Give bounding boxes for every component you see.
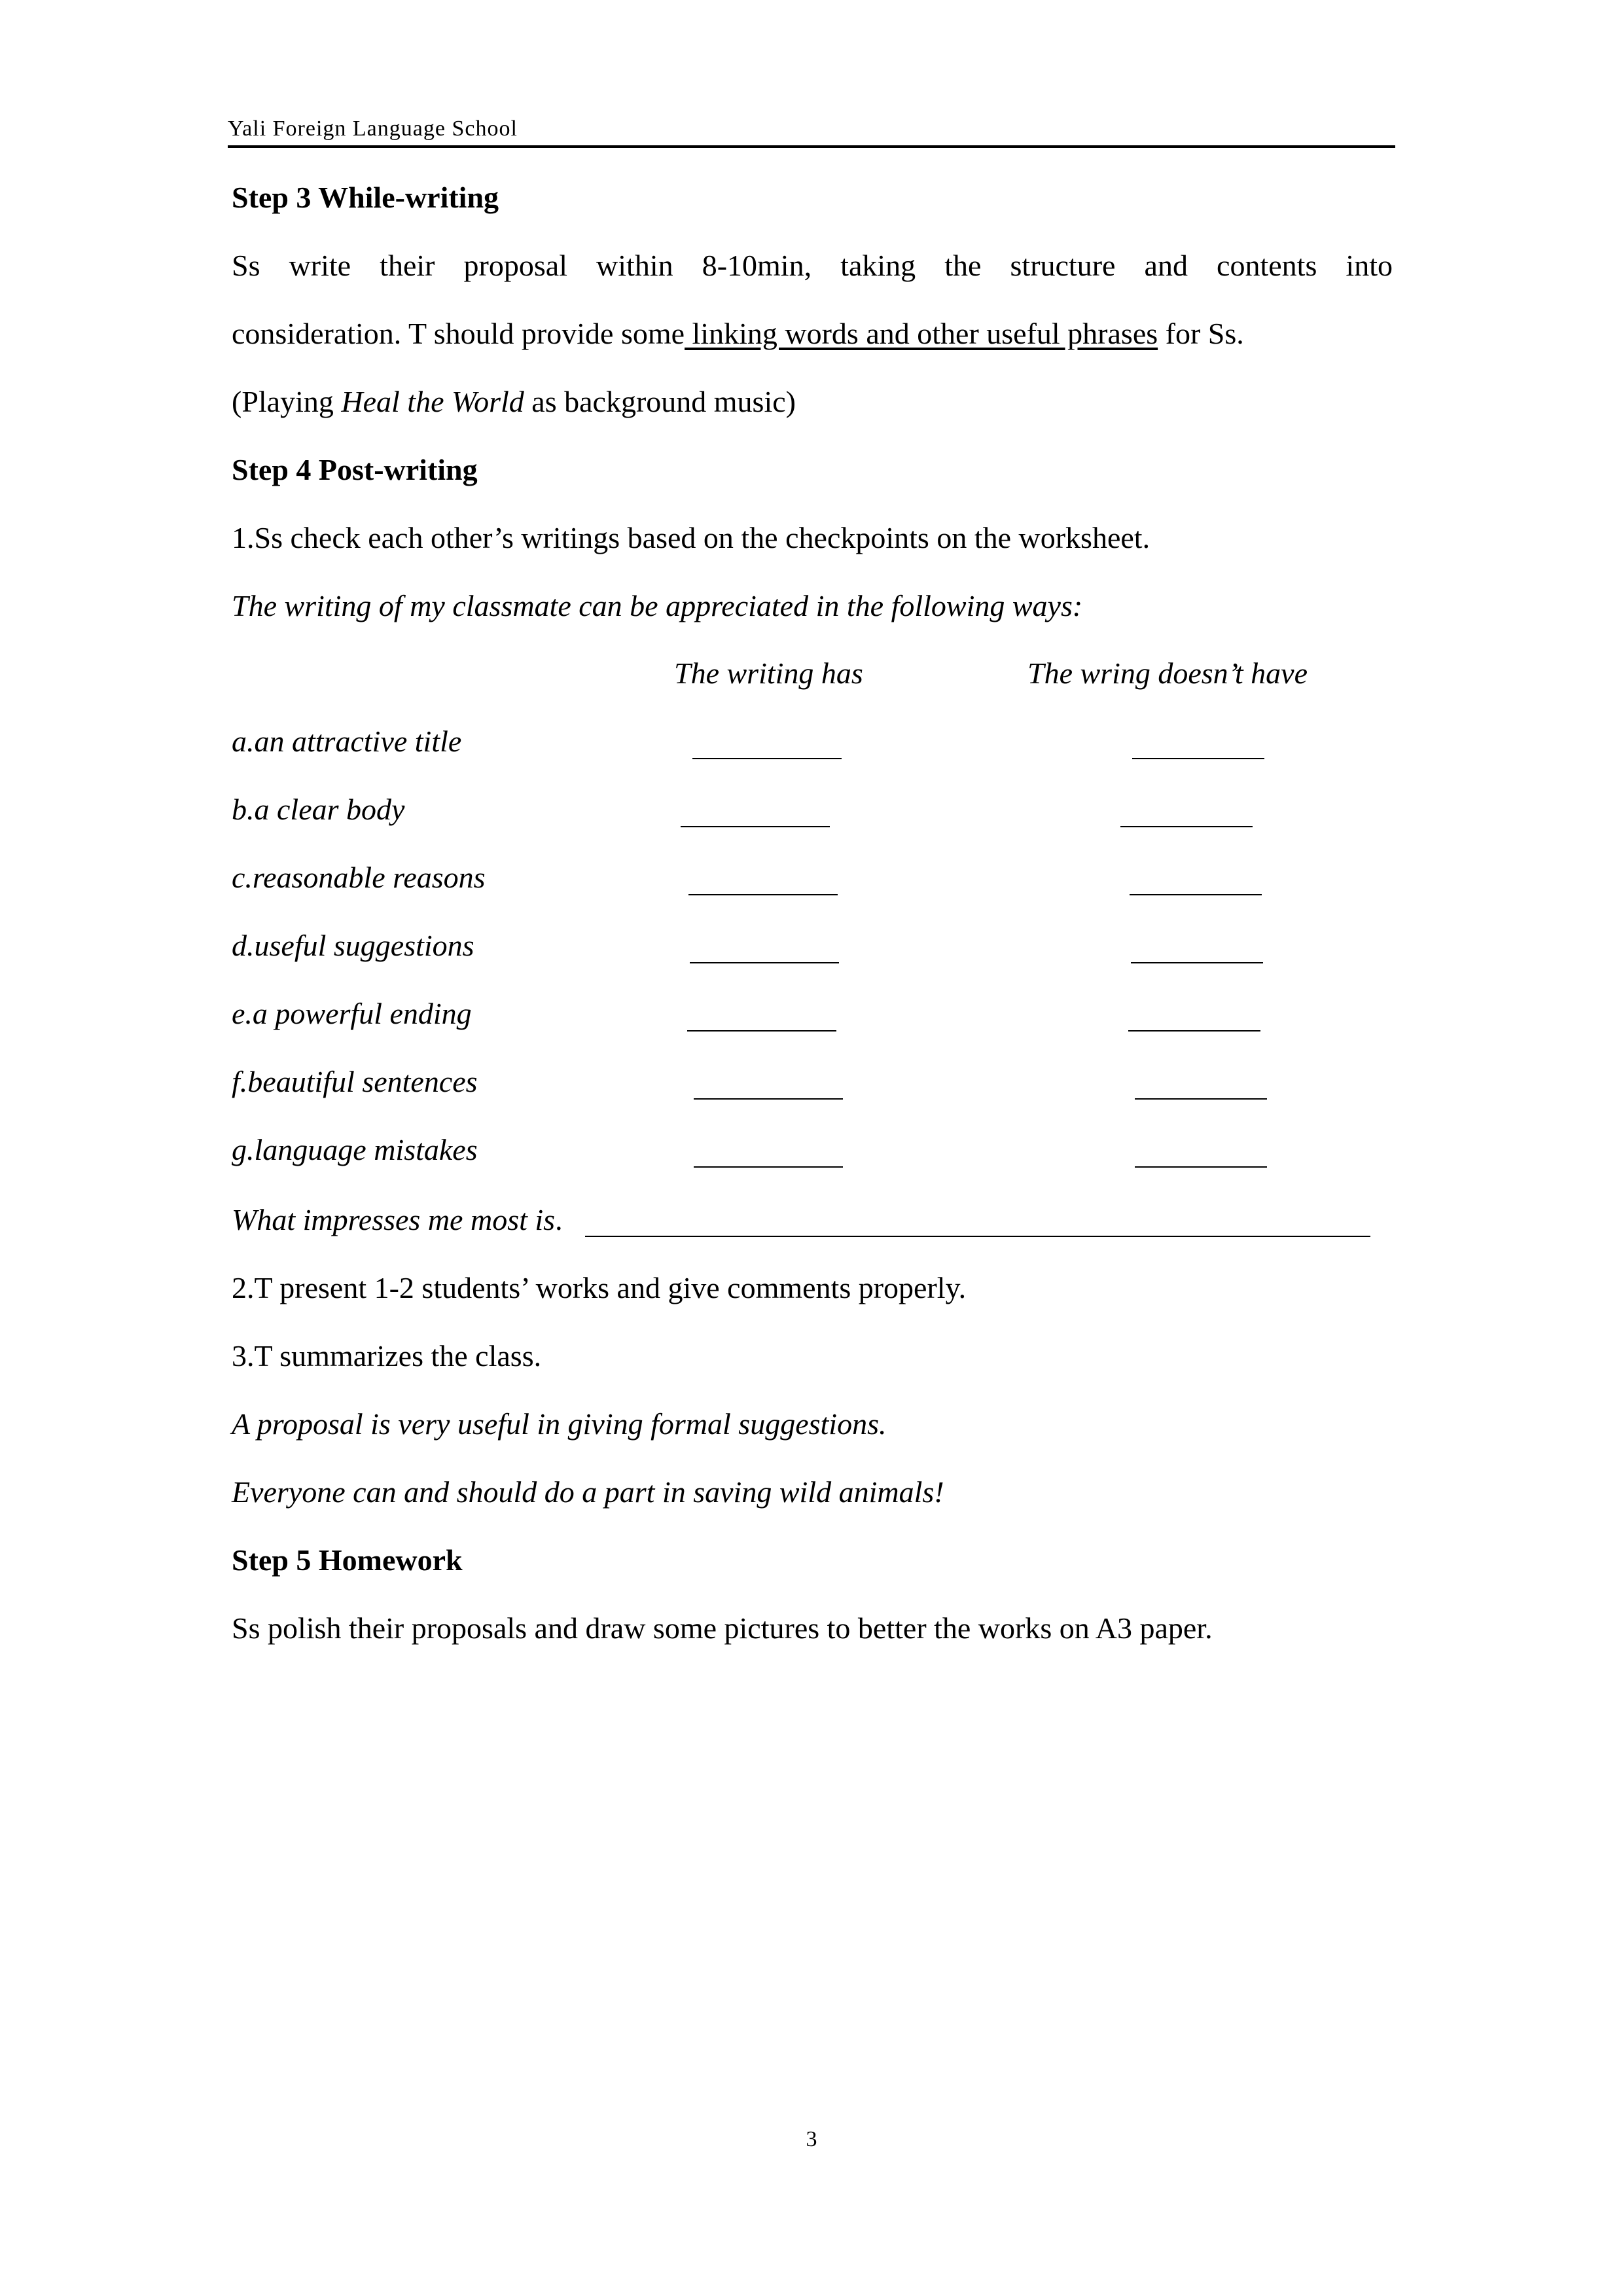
step3-line2-end: for Ss. xyxy=(1158,317,1244,350)
linking-words-underlined: linking words and other useful phrases xyxy=(685,317,1158,350)
step3-paragraph-line2 xyxy=(232,315,1244,352)
impress-label: What impresses me most is xyxy=(232,1203,556,1236)
checkpoint-label: b.a clear body xyxy=(232,793,405,826)
header-rule xyxy=(228,145,1395,148)
blank-has[interactable] xyxy=(687,1030,836,1031)
blank-has[interactable] xyxy=(681,826,830,827)
blank-doesnt-have[interactable] xyxy=(1132,758,1264,759)
column-header-doesnt-have: The wring doesn’t have xyxy=(1027,656,1308,690)
blank-has[interactable] xyxy=(690,962,839,963)
background-music-note xyxy=(232,384,796,420)
impress-blank[interactable] xyxy=(585,1236,1370,1237)
impress-period: . xyxy=(555,1203,563,1236)
step4-item2: 2.T present 1-2 students’ works and give comments properly. xyxy=(232,1271,967,1304)
summary-line2: Everyone can and should do a part in saving wild animals! xyxy=(232,1475,944,1509)
page-header: Yali Foreign Language School xyxy=(228,117,518,141)
blank-has[interactable] xyxy=(688,894,838,895)
blank-doesnt-have[interactable] xyxy=(1135,1098,1267,1100)
checkpoint-label: g.language mistakes xyxy=(232,1133,478,1166)
blank-doesnt-have[interactable] xyxy=(1135,1166,1267,1168)
step4-heading: Step 4 Post-writing xyxy=(232,453,478,486)
checkpoint-label: c.reasonable reasons xyxy=(232,861,486,894)
checkpoint-label: d.useful suggestions xyxy=(232,929,474,962)
step3-line2-text: consideration. T should provide some xyxy=(232,317,685,350)
step3-heading: Step 3 While-writing xyxy=(232,181,499,214)
step4-item3: 3.T summarizes the class. xyxy=(232,1339,542,1372)
step4-item1: 1.Ss check each other’s writings based on the checkpoints on the worksheet. xyxy=(232,521,1150,554)
step3-paragraph-line1: Ss write their proposal within 8-10min, taking the structure and contents into xyxy=(232,249,1393,282)
song-title: Heal the World xyxy=(341,385,524,418)
appreciation-intro: The writing of my classmate can be appreciated in the following ways: xyxy=(232,589,1083,622)
column-header-has: The writing has xyxy=(674,656,863,690)
blank-has[interactable] xyxy=(692,758,842,759)
blank-doesnt-have[interactable] xyxy=(1130,894,1262,895)
blank-doesnt-have[interactable] xyxy=(1120,826,1253,827)
checkpoint-label: a.an attractive title xyxy=(232,725,462,758)
impress-line xyxy=(232,1202,563,1238)
checkpoint-label: e.a powerful ending xyxy=(232,997,472,1030)
step5-heading: Step 5 Homework xyxy=(232,1543,463,1577)
step5-text: Ss polish their proposals and draw some pictures to better the works on A3 paper. xyxy=(232,1611,1213,1645)
blank-doesnt-have[interactable] xyxy=(1131,962,1263,963)
music-note-start: (Playing xyxy=(232,385,342,418)
blank-has[interactable] xyxy=(694,1166,843,1168)
page-number: 3 xyxy=(806,2127,817,2151)
blank-doesnt-have[interactable] xyxy=(1128,1030,1260,1031)
blank-has[interactable] xyxy=(694,1098,843,1100)
music-note-end: as background music) xyxy=(524,385,796,418)
checkpoint-label: f.beautiful sentences xyxy=(232,1065,478,1098)
summary-line1: A proposal is very useful in giving formal suggestions. xyxy=(232,1407,887,1441)
